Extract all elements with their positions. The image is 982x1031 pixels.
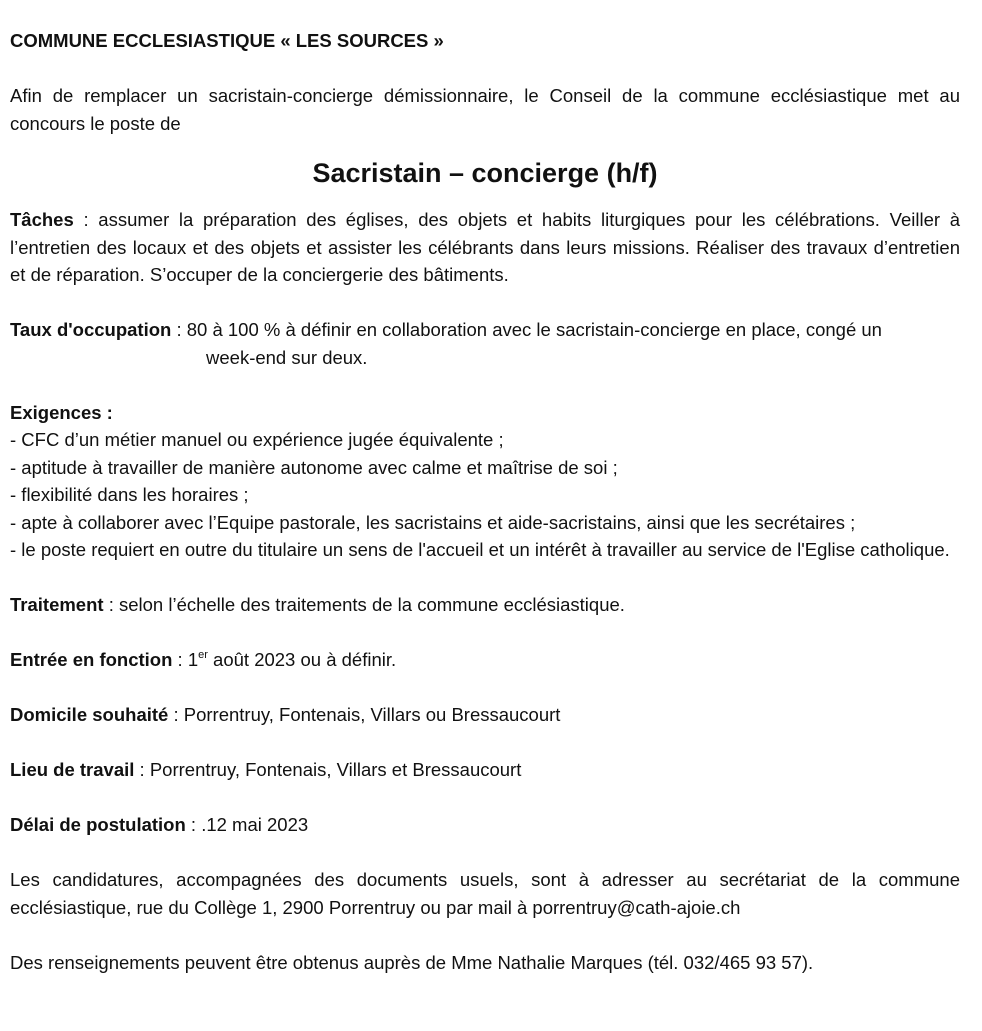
exigence-item: - le poste requiert en outre du titulaire un sens de l'accueil et un intérêt à travailler au service de l'Eglise catholique. (10, 539, 950, 560)
candidatures-paragraph: Les candidatures, accompagnées des documents usuels, sont à adresser au secrétariat de la commune ecclésiastique, rue du Collège 1, 2900 Porrentruy ou par mail à porrentruy@cath-ajoie.ch (10, 869, 960, 918)
document-header: COMMUNE ECCLESIASTIQUE « LES SOURCES » (10, 30, 444, 51)
traitement-text: : selon l’échelle des traitements de la commune ecclésiastique. (103, 594, 625, 615)
exigence-item: - apte à collaborer avec l’Equipe pastorale, les sacristains et aide-sacristains, ainsi que les secrétaires ; (10, 511, 856, 533)
taux-label: Taux d'occupation (10, 319, 172, 340)
traitement-label: Traitement (10, 594, 104, 615)
exigences-section (10, 399, 960, 564)
taux-text-1: : 80 à 100 % à définir en collaboration avec le sacristain-concierge en place, congé un (171, 319, 882, 340)
exigence-item: - CFC d’un métier manuel ou expérience jugée équivalente ; (10, 429, 504, 450)
taux-text-2: week-end sur deux. (206, 346, 368, 368)
taches-text: : assumer la préparation des églises, des objets et habits liturgiques pour les célébrations. Veiller à l’entretien des locaux et des objets et assister les célébrants dans leurs missions. Réaliser des travaux d’entretien et de réparation. S’occuper de la conciergerie des bâtiments. (10, 209, 960, 285)
domicile-paragraph (10, 701, 960, 729)
entree-paragraph (10, 646, 960, 674)
exigence-item: - aptitude à travailler de manière autonome avec calme et maîtrise de soi ; (10, 456, 618, 478)
delai-text: : .12 mai 2023 (185, 814, 309, 835)
domicile-text: : Porrentruy, Fontenais, Villars ou Bressaucourt (168, 704, 561, 725)
taches-label: Tâches (10, 209, 74, 230)
intro-paragraph: Afin de remplacer un sacristain-concierge démissionnaire, le Conseil de la commune ecclésiastique met au concours le poste de (10, 85, 960, 134)
entree-superscript: er (198, 649, 208, 661)
taches-paragraph (10, 206, 960, 289)
entree-text-post: août 2023 ou à définir. (207, 649, 397, 670)
lieu-label: Lieu de travail (10, 759, 135, 780)
delai-label: Délai de postulation (10, 814, 186, 835)
renseignements-paragraph: Des renseignements peuvent être obtenus auprès de Mme Nathalie Marques (tél. 032/465 93 57). (10, 951, 814, 973)
lieu-paragraph (10, 756, 960, 784)
job-title: Sacristain – concierge (h/f) (312, 158, 658, 188)
traitement-paragraph (10, 591, 960, 619)
domicile-label: Domicile souhaité (10, 704, 169, 725)
entree-label: Entrée en fonction (10, 649, 173, 670)
exigences-label: Exigences : (10, 401, 113, 423)
entree-text-pre: : 1 (172, 649, 199, 670)
document-page (10, 27, 960, 976)
exigence-item: - flexibilité dans les horaires ; (10, 484, 249, 505)
delai-paragraph (10, 811, 960, 839)
lieu-text: : Porrentruy, Fontenais, Villars et Bressaucourt (134, 759, 522, 780)
taux-paragraph (10, 316, 960, 371)
